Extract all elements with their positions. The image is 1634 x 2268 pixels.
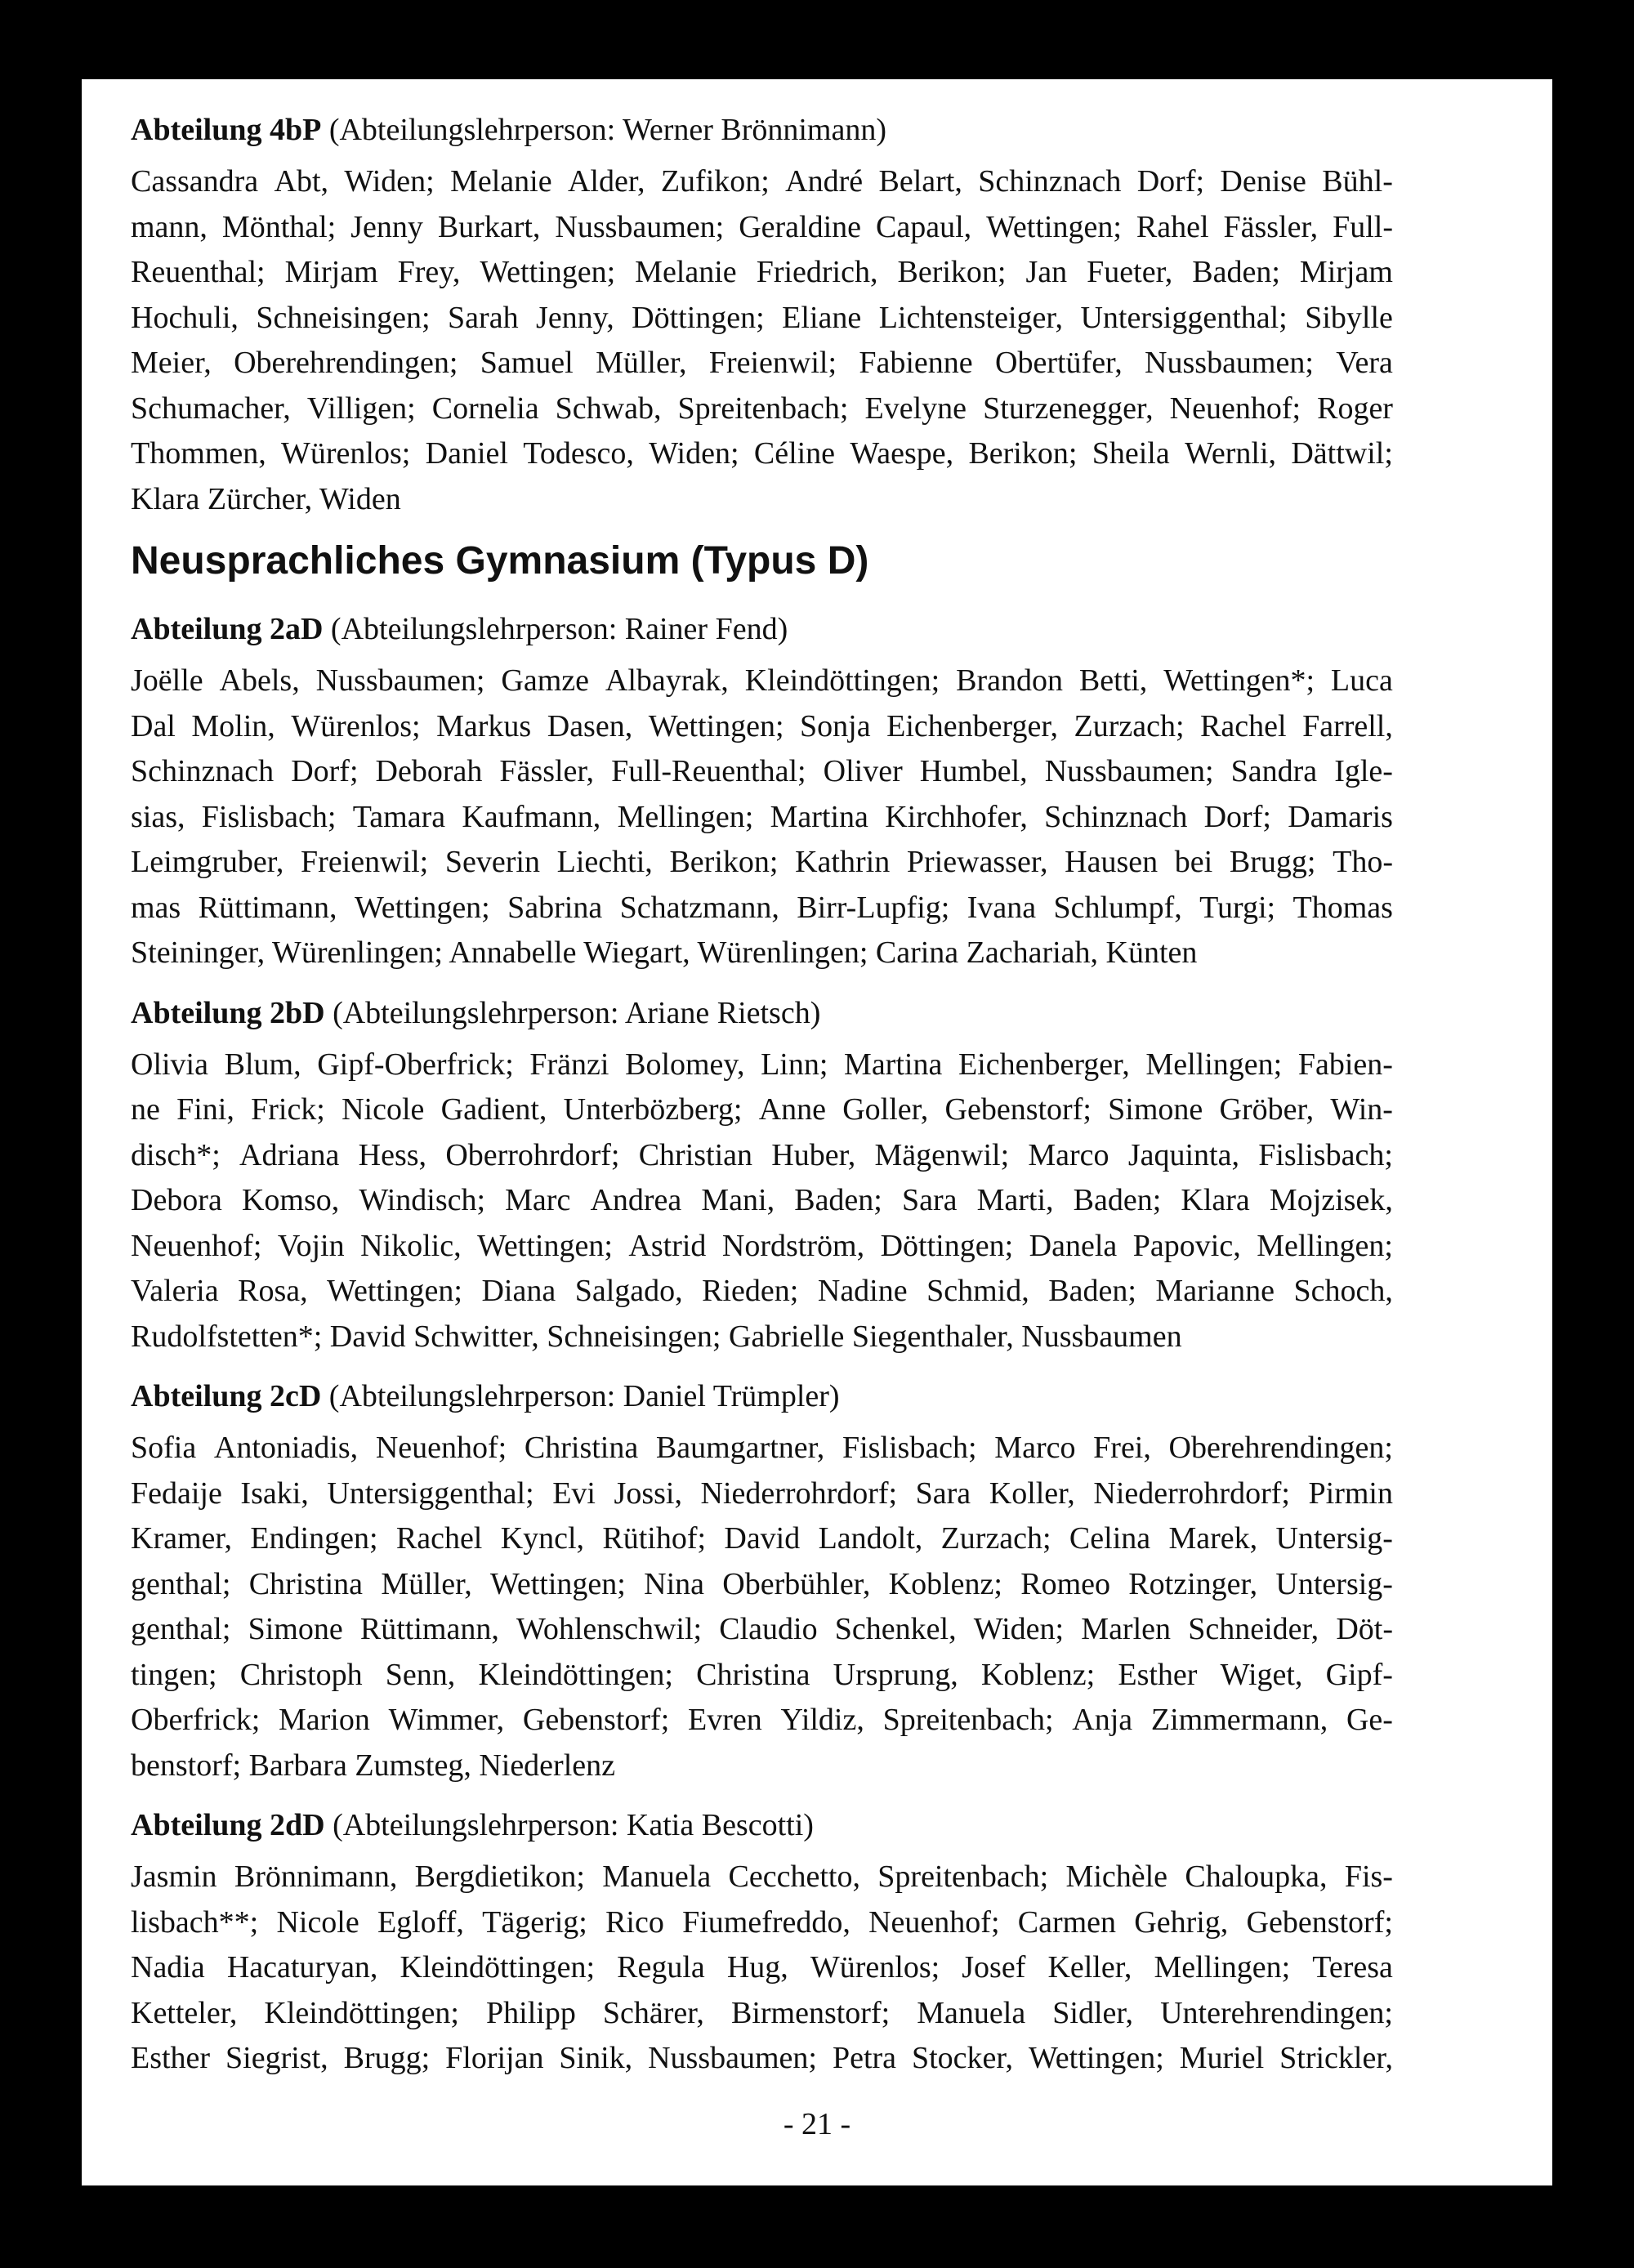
text-line: Neuenhof; Vojin Nikolic, Wettingen; Astrid Nordström, Döttingen; Danela Papovic, Mellingen; — [131, 1228, 1393, 1263]
text-line: Sofia Antoniadis, Neuenhof; Christina Baumgartner, Fislisbach; Marco Frei, Oberehrendingen; — [131, 1431, 1393, 1465]
class-label: Abteilung 2bD — [131, 995, 325, 1030]
class-heading — [131, 607, 1393, 652]
student-list — [131, 159, 1393, 522]
section-title: Neusprachliches Gymnasium (Typus D) — [131, 539, 869, 583]
text-line: Meier, Oberehrendingen; Samuel Müller, Freienwil; Fabienne Obertüfer, Nussbaumen; Vera — [131, 346, 1393, 380]
class-heading — [131, 991, 1393, 1036]
text-line: Esther Siegrist, Brugg; Florijan Sinik, Nussbaumen; Petra Stocker, Wettingen; Muriel Strickler, — [131, 2041, 1393, 2075]
text-line: Joëlle Abels, Nussbaumen; Gamze Albayrak, Kleindöttingen; Brandon Betti, Wettingen*; Luca — [131, 663, 1393, 698]
text-line: benstorf; Barbara Zumsteg, Niederlenz — [131, 1748, 615, 1783]
text-line: Olivia Blum, Gipf-Oberfrick; Fränzi Bolomey, Linn; Martina Eichenberger, Mellingen; Fabien- — [131, 1047, 1393, 1082]
text-line: Klara Zürcher, Widen — [131, 481, 401, 516]
class-teacher: (Abteilungslehrperson: Rainer Fend) — [330, 612, 788, 646]
text-line: ne Fini, Frick; Nicole Gadient, Unterbözberg; Anne Goller, Gebenstorf; Simone Gröber, Win- — [131, 1092, 1393, 1127]
class-teacher: (Abteilungslehrperson: Katia Bescotti) — [333, 1808, 814, 1842]
class-label: Abteilung 2aD — [131, 612, 324, 646]
text-line: disch*; Adriana Hess, Oberrohrdorf; Christian Huber, Mägenwil; Marco Jaquinta, Fislisbach; — [131, 1137, 1393, 1172]
class-label: Abteilung 4bP — [131, 113, 322, 147]
class-teacher: (Abteilungslehrperson: Ariane Rietsch) — [333, 995, 821, 1030]
text-line: Hochuli, Schneisingen; Sarah Jenny, Döttingen; Eliane Lichtensteiger, Untersiggenthal; Sibylle — [131, 300, 1393, 335]
text-line: Valeria Rosa, Wettingen; Diana Salgado, Rieden; Nadine Schmid, Baden; Marianne Schoch, — [131, 1274, 1393, 1308]
text-line: lisbach**; Nicole Egloff, Tägerig; Rico Fiumefreddo, Neuenhof; Carmen Gehrig, Gebenstorf; — [131, 1904, 1393, 1940]
text-line: Fedaije Isaki, Untersiggenthal; Evi Jossi, Niederrohrdorf; Sara Koller, Niederrohrdorf; Pirmin — [131, 1476, 1393, 1511]
text-line: genthal; Simone Rüttimann, Wohlenschwil; Claudio Schenkel, Widen; Marlen Schneider, Döt- — [131, 1612, 1393, 1646]
text-line: Leimgruber, Freienwil; Severin Liechti, Berikon; Kathrin Priewasser, Hausen bei Brugg; Tho- — [131, 845, 1393, 879]
text-line: tingen; Christoph Senn, Kleindöttingen; Christina Ursprung, Koblenz; Esther Wiget, Gipf- — [131, 1657, 1393, 1692]
text-line: Oberfrick; Marion Wimmer, Gebenstorf; Evren Yildiz, Spreitenbach; Anja Zimmermann, Ge- — [131, 1703, 1393, 1737]
text-line: Cassandra Abt, Widen; Melanie Alder, Zufikon; André Belart, Schinznach Dorf; Denise Bühl- — [131, 164, 1393, 199]
class-teacher: (Abteilungslehrperson: Werner Brönnimann) — [328, 113, 887, 147]
text-line: Dal Molin, Würenlos; Markus Dasen, Wettingen; Sonja Eichenberger, Zurzach; Rachel Farrell, — [131, 708, 1393, 743]
text-line: Reuenthal; Mirjam Frey, Wettingen; Melanie Friedrich, Berikon; Jan Fueter, Baden; Mirjam — [131, 255, 1393, 289]
class-label: Abteilung 2cD — [131, 1379, 322, 1413]
text-line: Schumacher, Villigen; Cornelia Schwab, Spreitenbach; Evelyne Sturzenegger, Neuenhof; Roger — [131, 391, 1393, 426]
student-list — [131, 659, 1393, 976]
text-line: Jasmin Brönnimann, Bergdietikon; Manuela Cecchetto, Spreitenbach; Michèle Chaloupka, Fis- — [131, 1859, 1393, 1894]
text-line: Debora Komso, Windisch; Marc Andrea Mani, Baden; Sara Marti, Baden; Klara Mojzisek, — [131, 1183, 1393, 1217]
text-line: mas Rüttimann, Wettingen; Sabrina Schatzmann, Birr-Lupfig; Ivana Schlumpf, Turgi; Thomas — [131, 890, 1393, 925]
page-number: - 21 - — [783, 2107, 851, 2141]
text-line: Nadia Hacaturyan, Kleindöttingen; Regula Hug, Würenlos; Josef Keller, Mellingen; Teresa — [131, 1950, 1393, 1984]
text-line: Thommen, Würenlos; Daniel Todesco, Widen; Céline Waespe, Berikon; Sheila Wernli, Dättwil; — [131, 436, 1393, 471]
text-line: mann, Mönthal; Jenny Burkart, Nussbaumen; Geraldine Capaul, Wettingen; Rahel Fässler, Full- — [131, 209, 1393, 244]
class-heading — [131, 1803, 1393, 1848]
text-line: Steininger, Würenlingen; Annabelle Wiegart, Würenlingen; Carina Zachariah, Künten — [131, 935, 1198, 970]
student-list — [131, 1855, 1393, 2082]
text-line: Kramer, Endingen; Rachel Kyncl, Rütihof; David Landolt, Zurzach; Celina Marek, Untersig- — [131, 1521, 1393, 1556]
text-line: Ketteler, Kleindöttingen; Philipp Schärer, Birmenstorf; Manuela Sidler, Unterehrendingen; — [131, 1995, 1393, 2030]
class-heading — [131, 108, 1393, 153]
class-heading — [131, 1374, 1393, 1419]
text-line: sias, Fislisbach; Tamara Kaufmann, Mellingen; Martina Kirchhofer, Schinznach Dorf; Damaris — [131, 799, 1393, 834]
student-list — [131, 1042, 1393, 1360]
page-content — [131, 108, 1393, 2096]
class-teacher: (Abteilungslehrperson: Daniel Trümpler) — [328, 1379, 840, 1413]
student-list — [131, 1426, 1393, 1788]
text-line: genthal; Christina Müller, Wettingen; Nina Oberbühler, Koblenz; Romeo Rotzinger, Untersig- — [131, 1566, 1393, 1601]
text-line: Rudolfstetten*; David Schwitter, Schneisingen; Gabrielle Siegenthaler, Nussbaumen — [131, 1319, 1182, 1354]
class-label: Abteilung 2dD — [131, 1808, 325, 1842]
text-line: Schinznach Dorf; Deborah Fässler, Full-Reuenthal; Oliver Humbel, Nussbaumen; Sandra Igle- — [131, 754, 1393, 788]
